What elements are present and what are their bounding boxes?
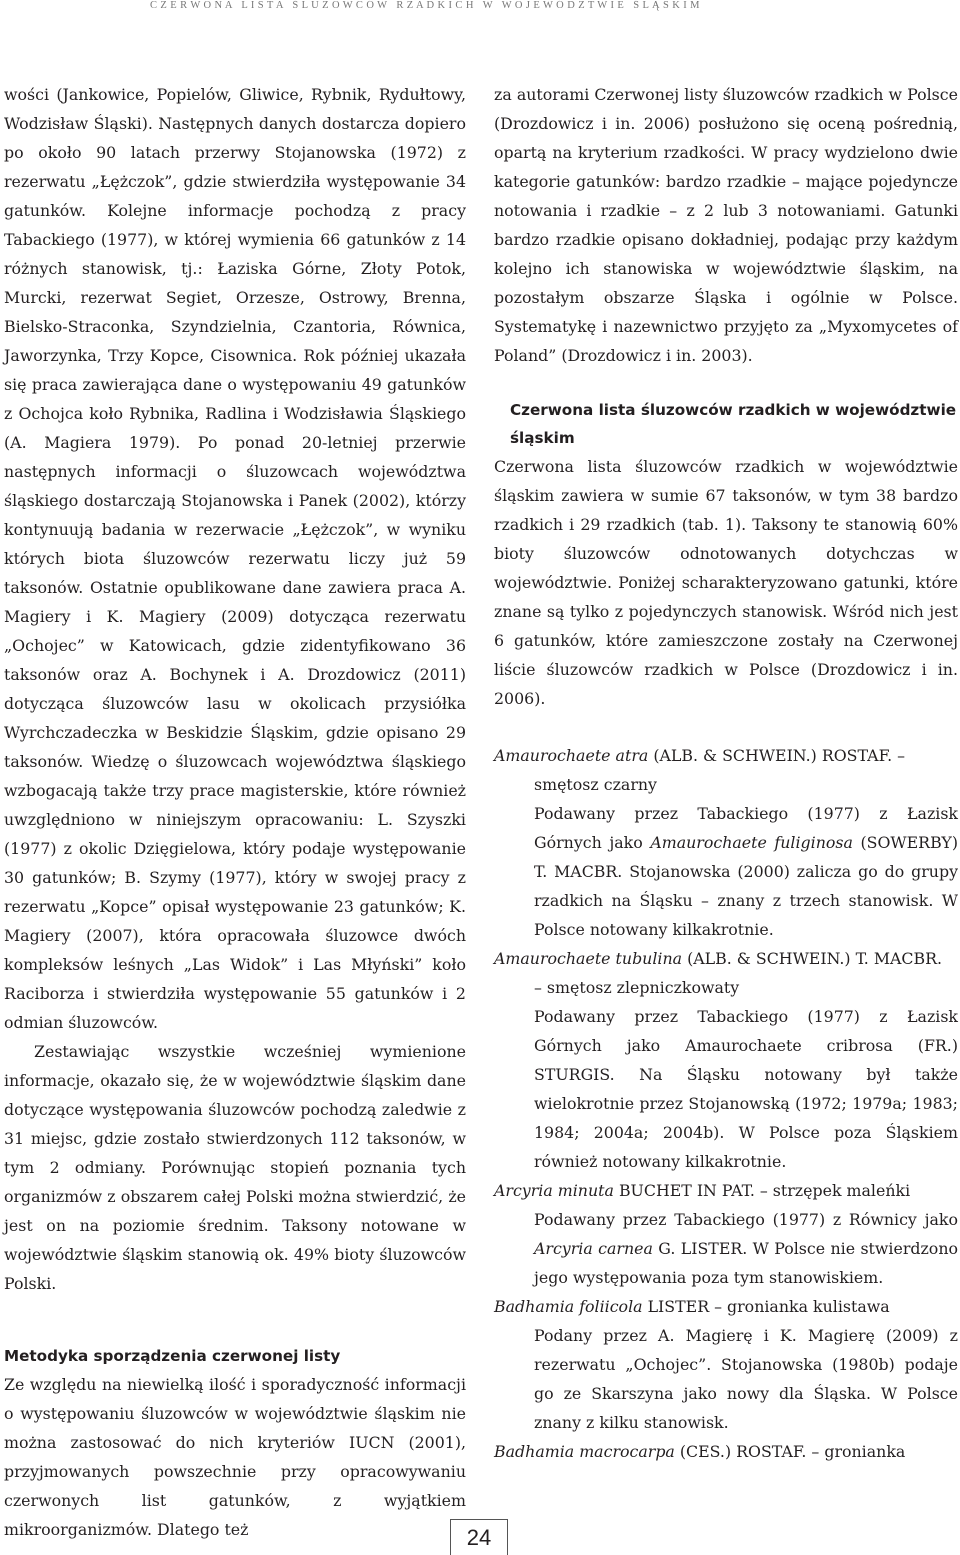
species-name: Badhamia macrocarpa — [494, 1442, 675, 1461]
species-heading — [494, 944, 958, 973]
species-entry — [494, 741, 958, 944]
right-paragraph-1: za autorami Czerwonej listy śluzowców rzadkich w Polsce (Drozdowicz i in. 2006) posłużono się oceną pośrednią, opartą na kryterium rzadkości. W pracy wydzielono dwie kategorie gatunków: bardzo rzadkie – mające pojedyncze notowania i rzadkie – z 2 lub 3 notowaniami. Gatunki bardzo rzadkie opisano dokładniej, podając przy każdym kolejno ich stanowiska w województwie śląskim, na pozostałym obszarze Śląska i ogólnie w Polsce. Systematykę i nazewnictwo przyjęto za „Myxomycetes of Poland” (Drozdowicz i in. 2003). — [494, 85, 958, 365]
species-common-name: – smętosz zlepniczkowaty — [534, 978, 740, 997]
species-authority: (ALB. & SCHWEIN.) T. MACBR. — [682, 949, 943, 968]
left-paragraph-2: Zestawiając wszystkie wcześniej wymienione informacje, okazało się, że w województwie śląskim dane dotyczące występowania śluzowców pochodzą zaledwie z 31 miejsc, gdzie zostało stwierdzonych 112 taksonów, w tym 2 odmiany. Porównując stopień poznania tych organizmów z obszarem całej Polski można stwierdzić, że jest on na poziomie średnim. Taksony notowane w województwie śląskim stanowią ok. 49% bioty śluzowców Polski. — [4, 1042, 466, 1293]
species-name: Badhamia foliicola — [494, 1297, 643, 1316]
species-entry — [494, 1437, 958, 1466]
page-number-box — [450, 1519, 508, 1555]
species-description — [494, 1321, 958, 1437]
species-list — [494, 741, 958, 1466]
species-desc-text: Podawany przez Tabackiego (1977) z Równicy jako — [534, 1210, 958, 1229]
species-heading — [494, 1176, 958, 1205]
species-authority: LISTER – gronianka kulistawa — [642, 1297, 890, 1316]
left-paragraph-1: wości (Jankowice, Popielów, Gliwice, Rybnik, Rydułtowy, Wodzisław Śląski). Następnych danych dostarcza dopiero po około 90 latach przerwy Stojanowska (1972) z rezerwatu „Łężczok”, gdzie stwierdziła występowanie 34 gatunków. Kolejne informacje pochodzą z pracy Tabackiego (1977), w której wymienia 66 gatunków z 14 różnych stanowisk, tj.: Łaziska Górne, Złoty Potok, Murcki, rezerwat Segiet, Orzesze, Ostrowy, Brenna, Bielsko-Straconka, Szyndzielnia, Czantoria, Równica, Jaworzynka, Trzy Kopce, Cisownica. Rok później ukazała się praca zawierająca dane o występowaniu 49 gatunków z Ochojca koło Rybnika, Radlina i Wodzisławia Śląskiego (A. Magiera 1979). Po ponad 20-letniej przerwie następnych informacji o śluzowcach województwa śląskiego dostarczają Stojanowska i Panek (2002), którzy kontynuują badania w rezerwacie „Łężczok”, w wyniku których biota śluzowców rezerwatu liczy już 59 taksonów. Ostatnie opublikowane dane zawiera praca A. Magiery i K. Magiery (2009) dotycząca rezerwatu „Ochojec” w Katowicach, gdzie zidentyfikowano 36 taksonów oraz A. Bochynek i A. Drozdowicz (2011) dotycząca śluzowców lasu w okolicach przysiółka Wyrchczadeczka w Beskidzie Śląskim, gdzie opisano 29 taksonów. Wiedzę o śluzowcach województwa śląskiego wzbogacają także trzy prace magisterskie, które również uwzględniono w niniejszym opracowaniu: L. Szyszki (1977) z okolic Dzięgielowa, który podaje występowanie 30 gatunków; B. Szymy (1977), który w swojej pracy z rezerwatu „Kopce” opisał występowanie 23 gatunków; K. Magiery (2007), która opracowała śluzowce dwóch kompleksów leśnych „Las Widok” i Las Młyński” koło Raciborza i stwierdziła występowanie 55 gatunków i 2 odmian śluzowców. — [4, 85, 466, 1032]
species-desc-text: Podawany przez Tabackiego (1977) z Łazisk Górnych jako Amaurochaete cribrosa (FR.) STURGIS. Na Śląsku notowany był także wielokrotnie przez Stojanowską (1972; 1979a; 1983; 1984; 2004a; 2004b). W Polsce poza Śląskiem również notowany kilkakrotnie. — [534, 1007, 958, 1171]
species-authority: (ALB. & SCHWEIN.) ROSTAF. – — [648, 746, 906, 765]
species-desc-italic: Arcyria carnea — [534, 1239, 653, 1258]
species-desc-text-2: G. LISTER. W Polsce nie stwierdzono jego występowania poza tym stanowiskiem. — [534, 1239, 958, 1287]
species-heading — [494, 741, 958, 770]
species-desc-text: Podany przez A. Magierę i K. Magierę (2009) z rezerwatu „Ochojec”. Stojanowska (1980b) podaje go ze Skarszyna jako nowy dla Śląska. W Polsce znany z kilku stanowisk. — [534, 1326, 958, 1432]
running-head — [150, 0, 830, 14]
section-heading-red-list: Czerwona lista śluzowców rzadkich w województwie śląskim — [510, 401, 957, 447]
species-name: Amaurochaete atra — [494, 746, 649, 765]
right-paragraph-2: Czerwona lista śluzowców rzadkich w województwie śląskim zawiera w sumie 67 taksonów, w tym 38 bardzo rzadkich i 29 rzadkich (tab. 1). Taksony te stanowią 60% bioty śluzowców odnotowanych dotychczas w województwie. Poniżej scharakteryzowano gatunki, które znane są tylko z pojedynczych stanowisk. Wśród nich jest 6 gatunków, które zamieszczone zostały na Czerwonej liście śluzowców rzadkich w Polsce (Drozdowicz i in. 2006). — [494, 457, 958, 708]
species-entry — [494, 1292, 958, 1437]
species-heading — [494, 1437, 958, 1466]
left-column — [4, 80, 466, 1544]
species-description — [494, 799, 958, 944]
species-entry — [494, 1176, 958, 1292]
section-heading-methodology: Metodyka sporządzenia czerwonej listy — [4, 1347, 341, 1365]
species-authority: (CES.) ROSTAF. – gronianka — [674, 1442, 906, 1461]
page-number: 24 — [466, 1524, 492, 1550]
species-desc-italic: Amaurochaete fuliginosa — [650, 833, 853, 852]
running-head-text: C Z E R W O N A L I S T A Ś L U Z O W C Ó W R Z A D K I C H W W O J E W Ó D Z T W I E Ś L Ą S K I M — [150, 0, 700, 11]
species-common-name: smętosz czarny — [534, 775, 657, 794]
species-name: Arcyria minuta — [494, 1181, 614, 1200]
species-description — [494, 1205, 958, 1292]
species-desc-text: Podawany przez Tabackiego (1977) z Łazisk Górnych jako — [534, 804, 958, 852]
species-description — [494, 1002, 958, 1176]
left-paragraph-3: Ze względu na niewielką ilość i sporadyczność informacji o występowaniu śluzowców w województwie śląskim nie można zastosować do nich kryteriów IUCN (2001), przyjmowanych powszechnie przy opracowywaniu czerwonych list gatunków, z wyjątkiem mikroorganizmów. Dlatego też — [4, 1375, 466, 1539]
species-desc-text-2: (SOWERBY) T. MACBR. Stojanowska (2000) zalicza go do grupy rzadkich na Śląsku – znany z trzech stanowisk. W Polsce notowany kilkakrotnie. — [534, 833, 959, 939]
species-authority: BUCHET IN PAT. – strzępek maleńki — [613, 1181, 911, 1200]
species-entry — [494, 944, 958, 1176]
right-column — [494, 80, 958, 1466]
species-name: Amaurochaete tubulina — [494, 949, 683, 968]
species-heading — [494, 1292, 958, 1321]
